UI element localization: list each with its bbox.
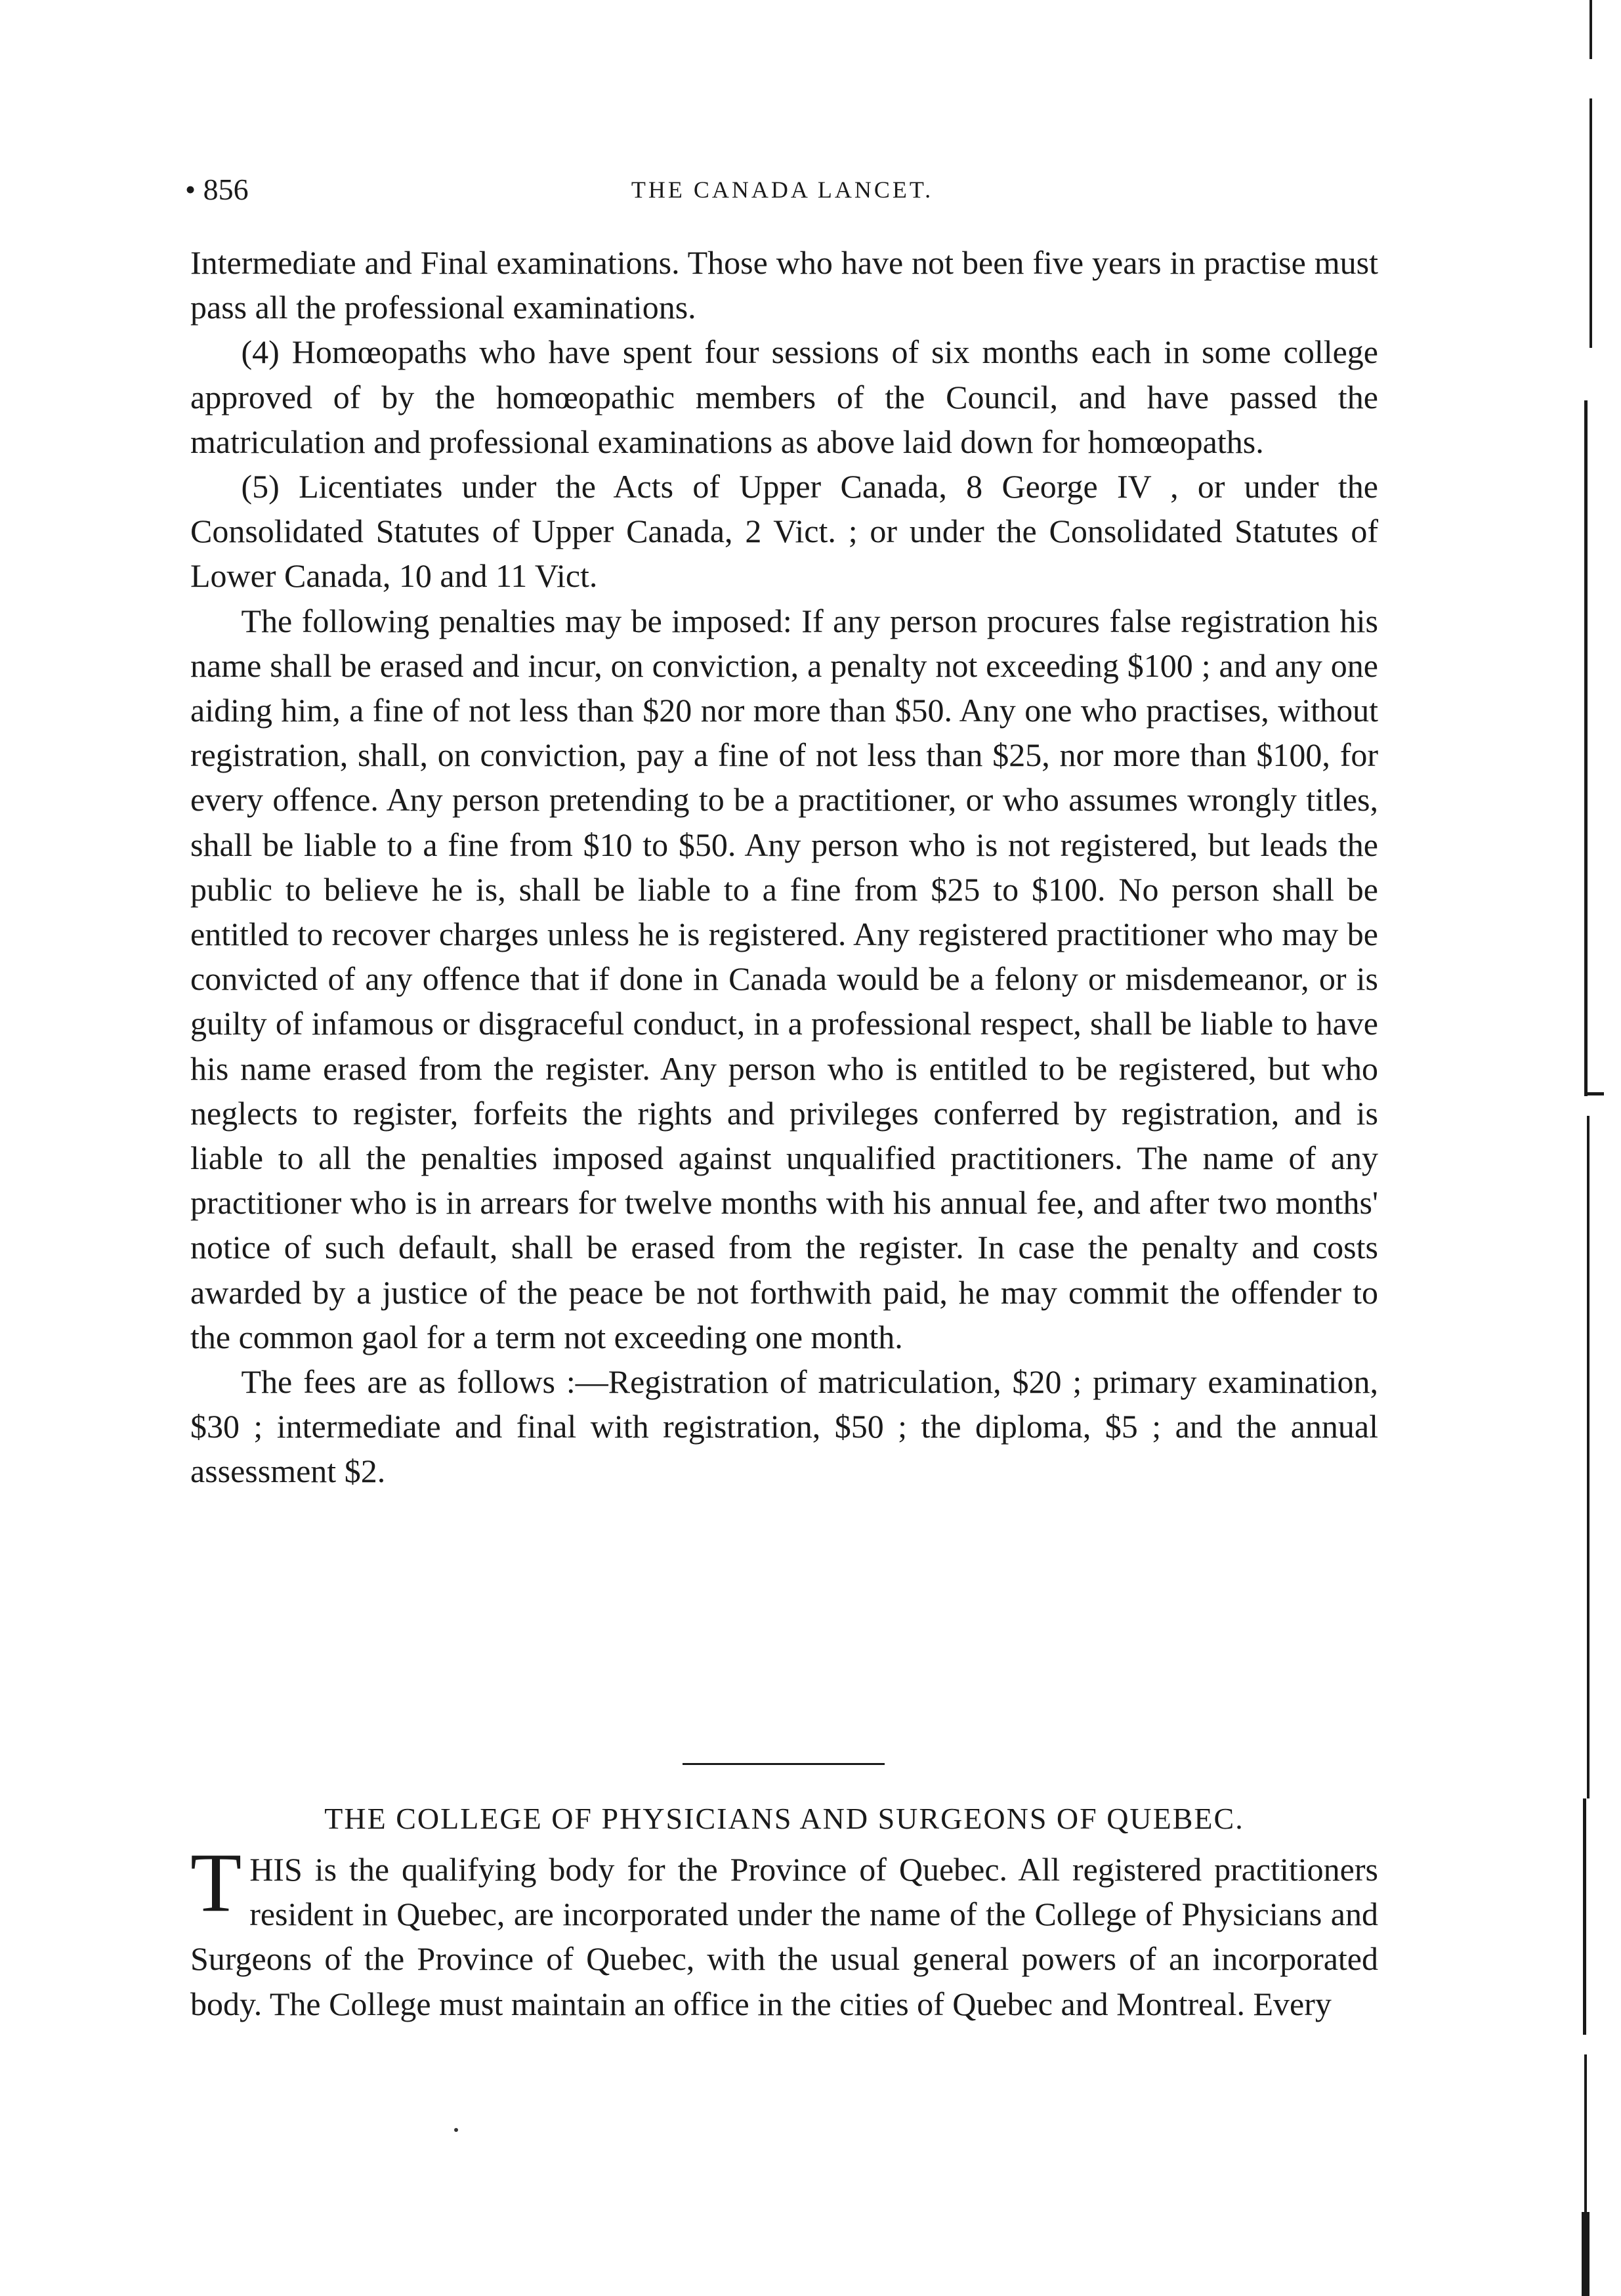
section-paragraph: HIS is the qualifying body for the Province of Quebec. All registered practitioners resident in Quebec, are incorporated under the name of the College of Physicians and Surgeons of the Province of Quebec, with the usual general powers of an incorporated body. The College must maintain an office in the cities of Quebec and Montreal. Every	[190, 1851, 1378, 2022]
running-title: THE CANADA LANCET.	[631, 177, 934, 203]
paragraph-penalties: The following penalties may be imposed: If any person procures false registration his name shall be erased and incur, on conviction, a penalty not exceeding $100 ; and any one aiding him, a fine of not less than $20 nor more than $50. Any one who practises, without registration, shall, on conviction, pay a fine of not less than $25, nor more than $100, for every offence. Any person pretending to be a practitioner, or who assumes wrongly titles, shall be liable to a fine from $10 to $50. Any person who is not registered, but leads the public to believe he is, shall be liable to a fine from $25 to $100. No person shall be entitled to recover charges unless he is registered. Any registered practitioner who may be convicted of any offence that if done in Canada would be a felony or misdemeanor, or is guilty of infamous or disgraceful conduct, in a professional respect, shall be liable to have his name erased from the register. Any person who is entitled to be registered, but who neglects to register, forfeits the rights and privileges conferred by registration, and is liable to all the penalties imposed against unqualified practitioners. The name of any practitioner who is in arrears for twelve months with his annual fee, and after two months' notice of such default, shall be erased from the register. In case the penalty and costs awarded by a justice of the peace be not forthwith paid, he may commit the offender to the common gaol for a term not exceeding one month.	[190, 602, 1378, 1355]
drop-cap: T	[190, 1836, 242, 1929]
section-heading: THE COLLEGE OF PHYSICIANS AND SURGEONS OF QUEBEC.	[324, 1802, 1244, 1835]
edge-segment	[1584, 400, 1588, 1096]
paragraph-homoeopaths: (4) Homœopaths who have spent four sessions of six months each in some college approved of by the homœopathic members of the Council, and have passed the matriculation and professional examinations as above laid down for homœopaths.	[190, 333, 1378, 460]
stray-mark	[454, 2128, 458, 2132]
edge-segment	[1587, 1116, 1589, 1798]
page-header	[185, 172, 1379, 211]
paragraph-fees: The fees are as follows :—Registration of matriculation, $20 ; primary examination, $30 ; intermediate and final with registration, $50 ; the diploma, $5 ; and the annual assessment $2.	[190, 1363, 1378, 1490]
edge-segment	[1589, 98, 1592, 348]
paragraph-continuation: Intermediate and Final examinations. Those who have not been five years in practise must pass all the professional examinations.	[190, 244, 1378, 326]
body-text	[190, 240, 1378, 1494]
edge-segment	[1589, 0, 1592, 59]
section-divider	[683, 1763, 885, 1765]
paragraph-licentiates: (5) Licentiates under the Acts of Upper Canada, 8 George IV , or under the Consolidated Statutes of Upper Canada, 2 Vict. ; or under the Consolidated Statutes of Lower Canada, 10 and 11 Vict.	[190, 468, 1378, 595]
section-body	[190, 1836, 1378, 2026]
binding-edge	[1580, 0, 1607, 2296]
page-number: • 856	[185, 173, 249, 206]
edge-segment	[1584, 2054, 1587, 2212]
edge-segment	[1582, 2212, 1589, 2296]
edge-segment	[1584, 1092, 1604, 1095]
edge-segment	[1583, 1798, 1586, 2035]
